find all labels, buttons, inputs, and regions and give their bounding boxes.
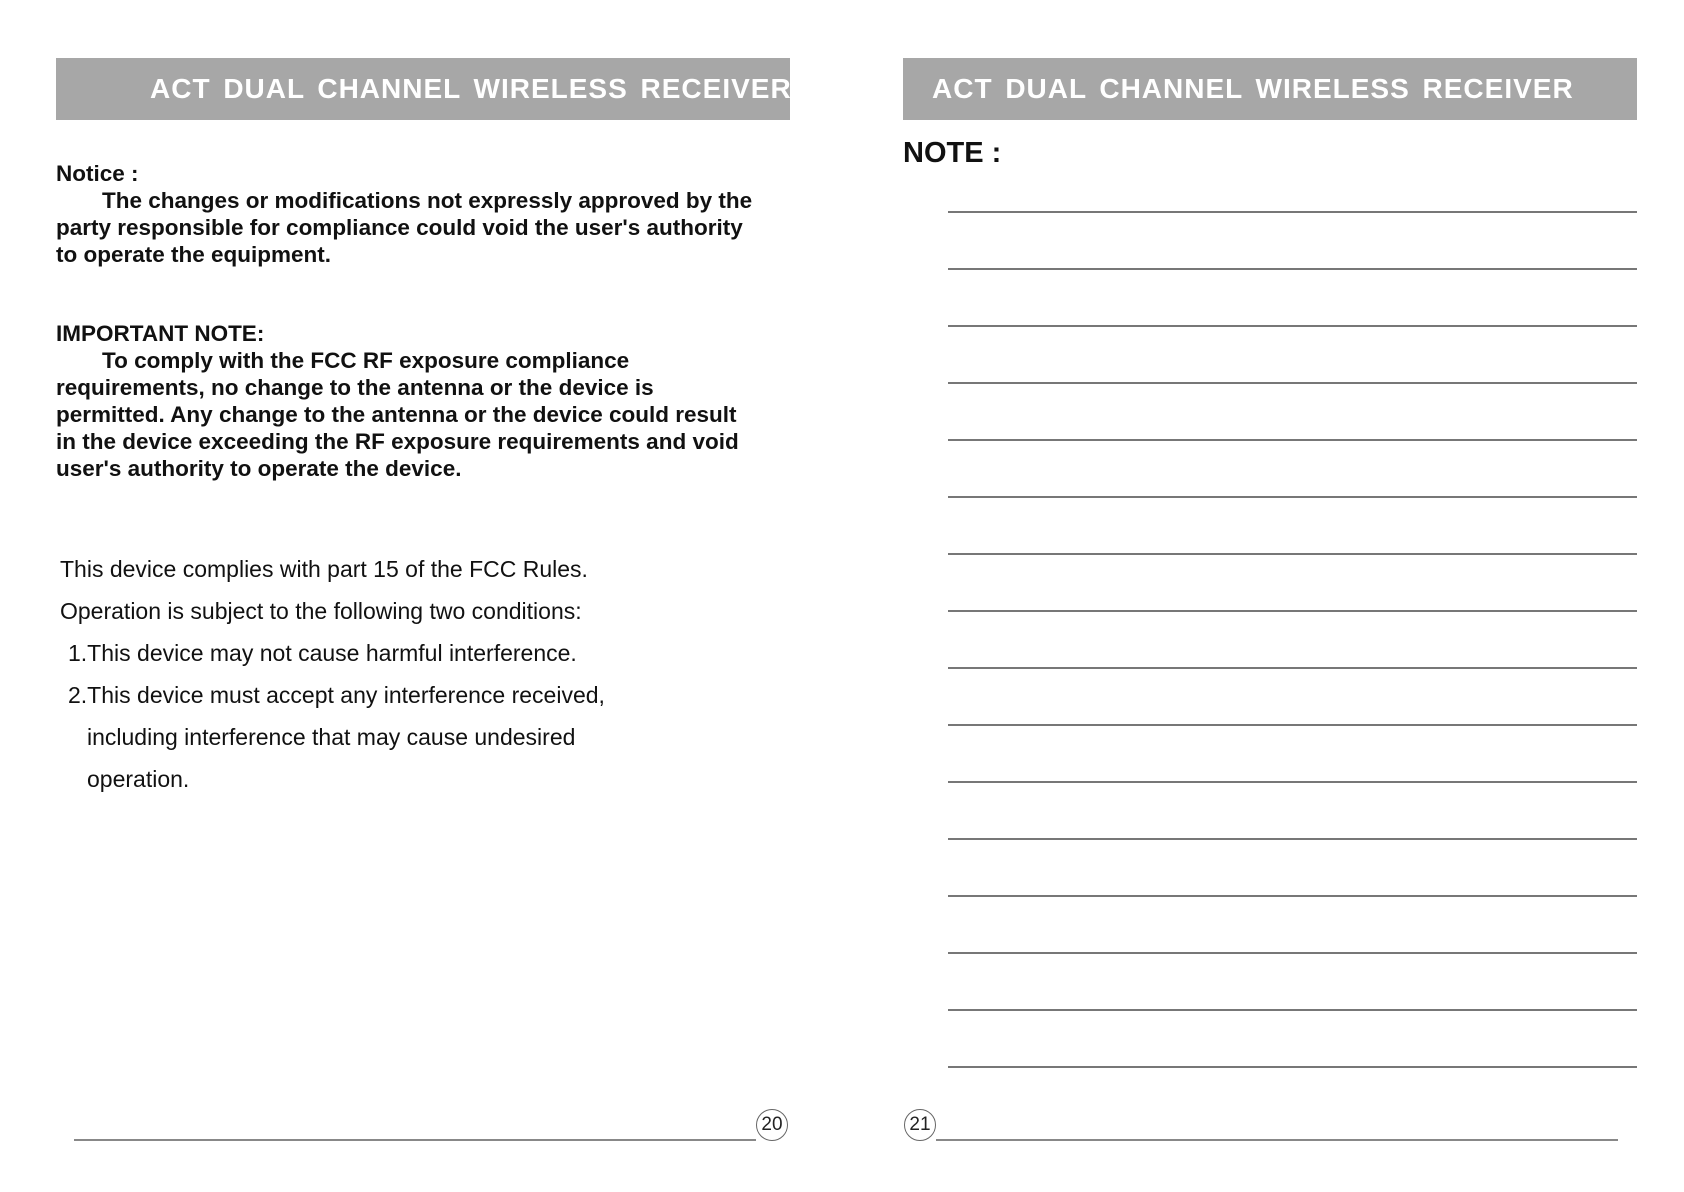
note-line (948, 667, 1637, 669)
note-title: NOTE : (903, 137, 1002, 169)
note-line (948, 325, 1637, 327)
notice-section (56, 160, 756, 268)
fcc-line-1: This device complies with part 15 of the FCC Rules. (60, 556, 588, 582)
note-line (948, 952, 1637, 954)
fcc-condition-2-cont: including interference that may cause undesired (87, 724, 576, 750)
notice-title: Notice : (56, 161, 139, 186)
note-line (948, 496, 1637, 498)
note-line (948, 1009, 1637, 1011)
note-line (948, 382, 1637, 384)
footer-rule (936, 1139, 1618, 1141)
important-note-body: To comply with the FCC RF exposure compliance requirements, no change to the antenna or the device is permitted. Any change to the antenna or the device could result in the device exceeding the RF exposure requirements and void user's authority to operate the device. (56, 348, 739, 481)
note-line (948, 610, 1637, 612)
page-number: 21 (904, 1109, 936, 1141)
footer-rule (74, 1139, 756, 1141)
fcc-condition-1: 1.This device may not cause harmful interference. (68, 640, 577, 666)
page-header: ACT DUAL CHANNEL WIRELESS RECEIVER (903, 58, 1637, 120)
note-line (948, 439, 1637, 441)
page-header: ACT DUAL CHANNEL WIRELESS RECEIVER (56, 58, 790, 120)
fcc-line-2: Operation is subject to the following two conditions: (60, 598, 582, 624)
notice-body: The changes or modifications not expressly approved by the party responsible for compliance could void the user's authority to operate the equipment. (56, 188, 753, 267)
note-line (948, 268, 1637, 270)
note-line (948, 838, 1637, 840)
important-note-title: IMPORTANT NOTE: (56, 321, 265, 346)
note-line (948, 895, 1637, 897)
fcc-statement (60, 548, 760, 800)
note-line (948, 211, 1637, 213)
note-line (948, 1066, 1637, 1068)
note-line (948, 553, 1637, 555)
note-line (948, 724, 1637, 726)
page-number: 20 (756, 1109, 788, 1141)
right-page (842, 0, 1684, 1192)
fcc-condition-2-end: operation. (87, 766, 190, 792)
fcc-condition-2: 2.This device must accept any interference received, (68, 682, 605, 708)
important-note-section (56, 320, 756, 482)
note-line (948, 781, 1637, 783)
